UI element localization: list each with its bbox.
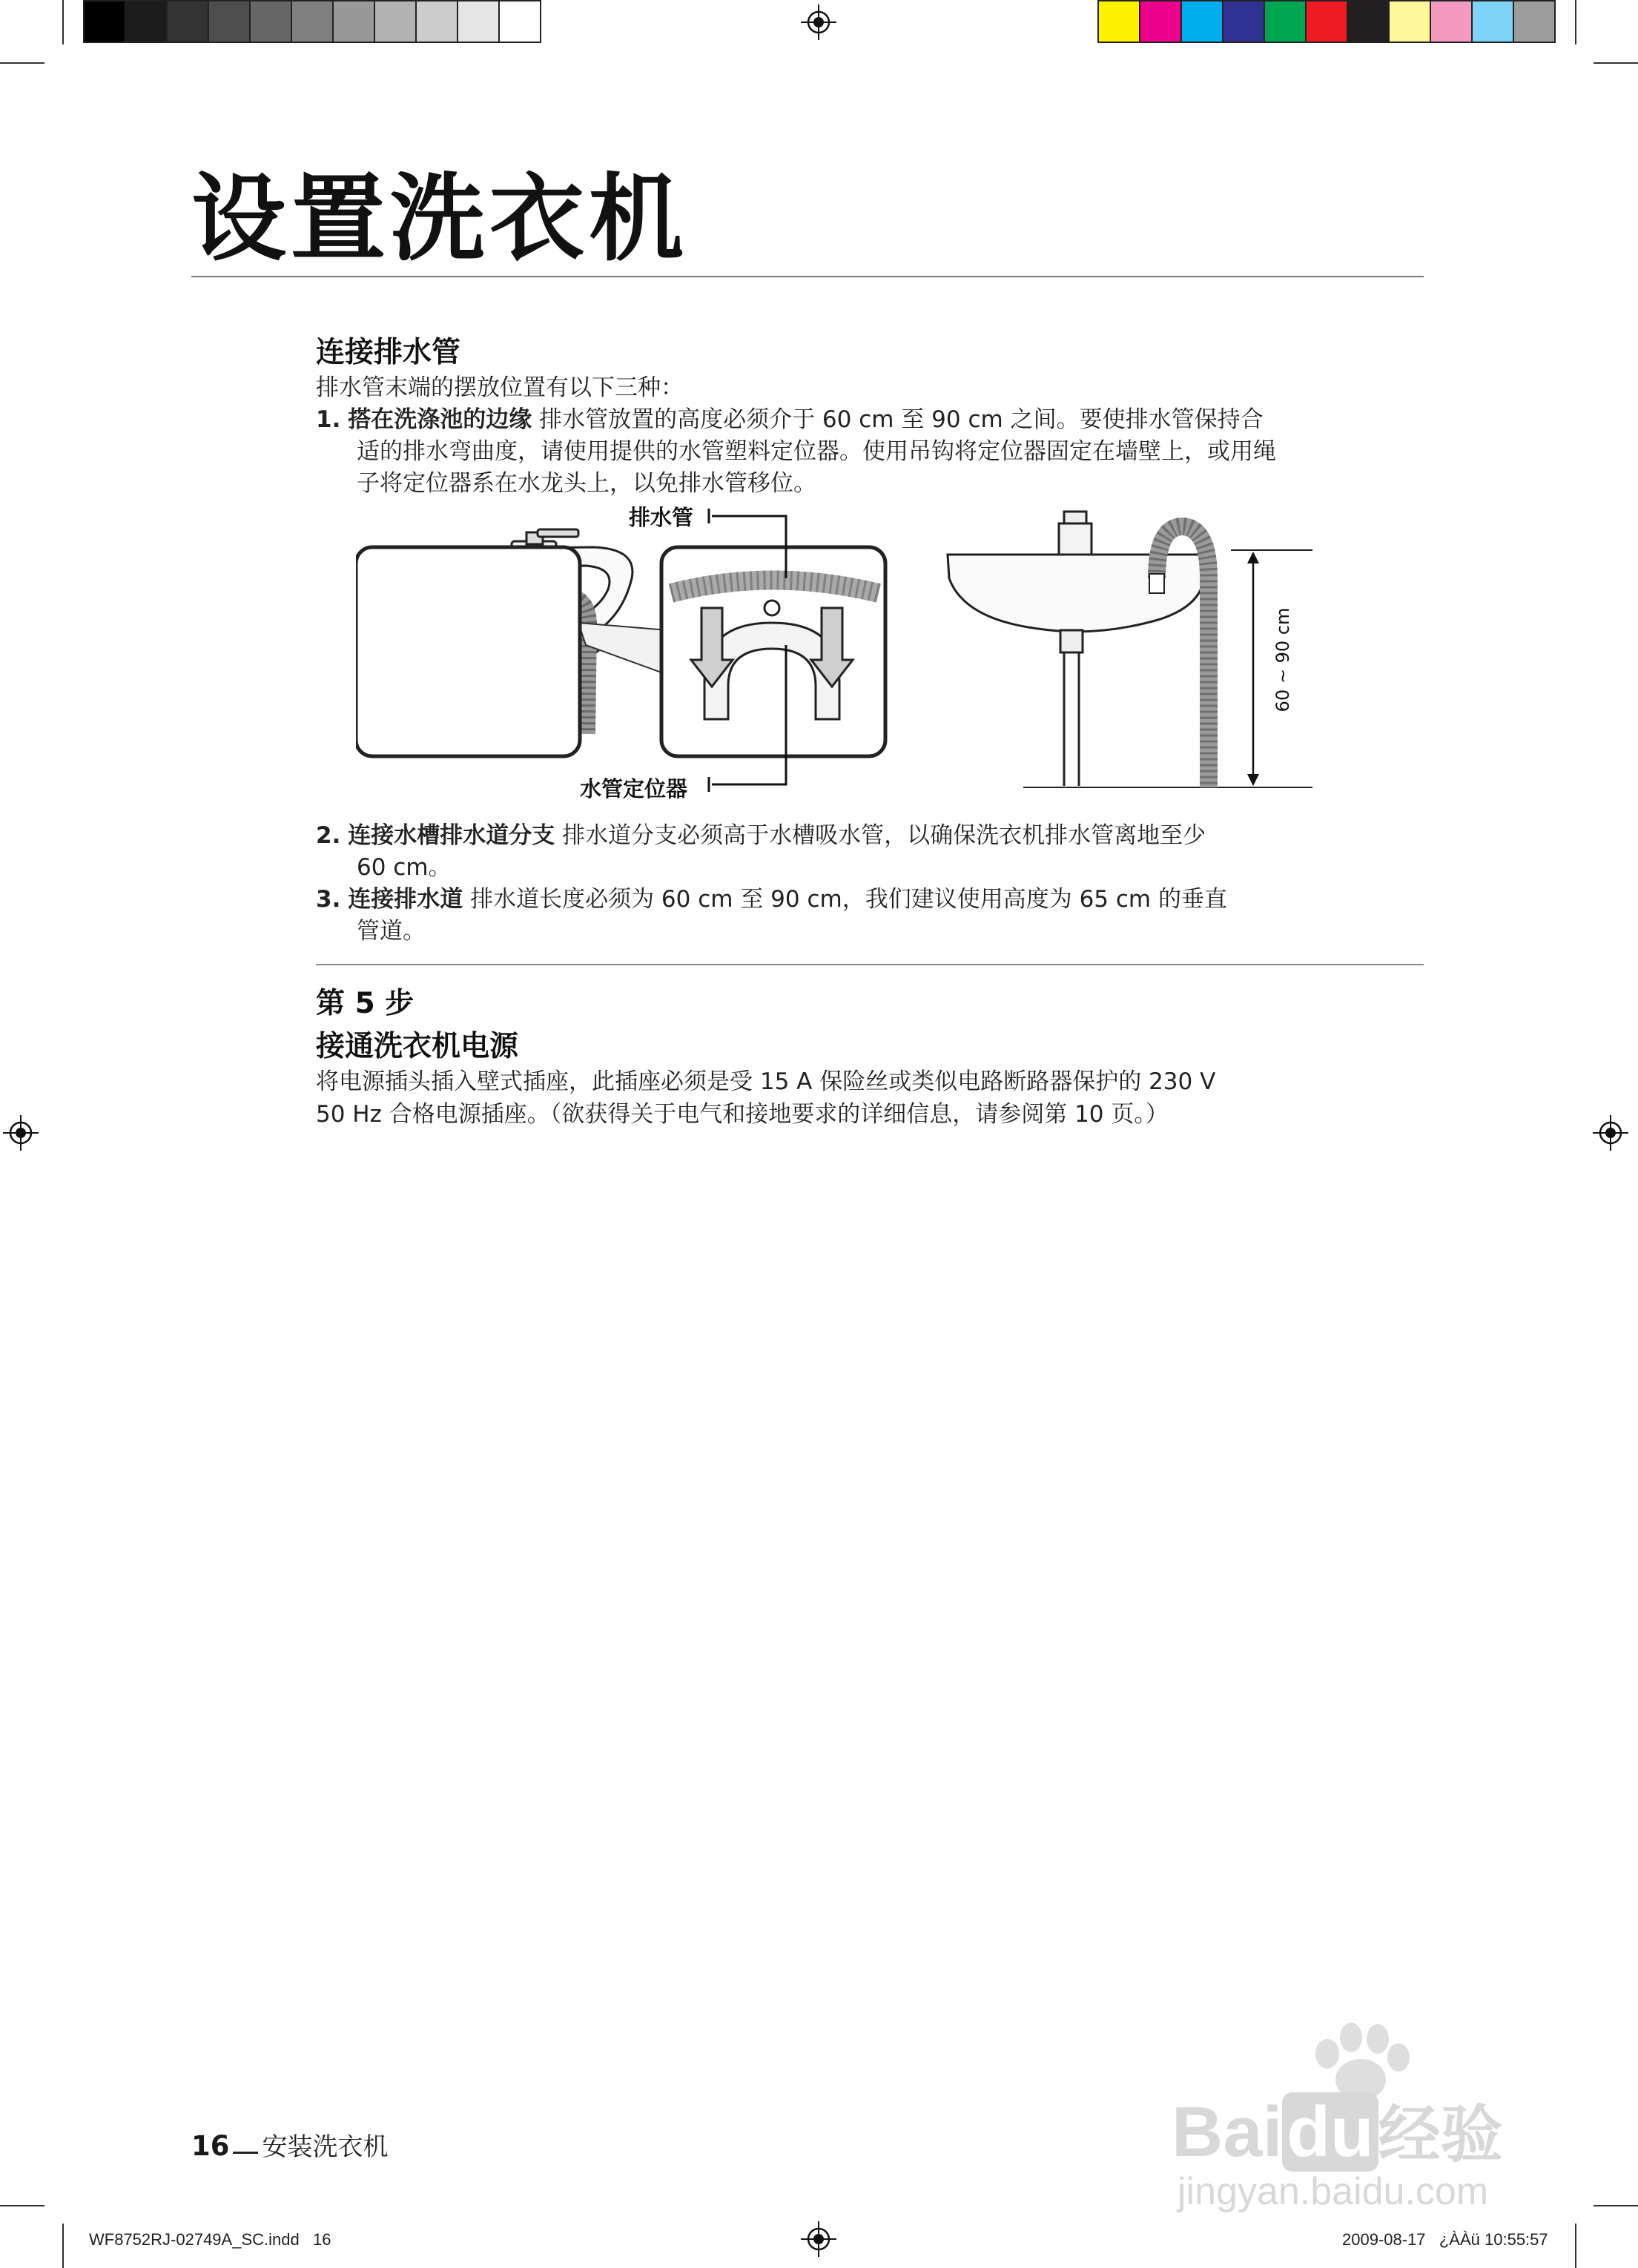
watermark-brand: Bai xyxy=(1172,2092,1283,2172)
section-heading-drain-hose: 连接排水管 xyxy=(316,336,461,369)
footer-underline xyxy=(233,2152,258,2154)
crop-mark xyxy=(1575,2224,1576,2268)
registration-mark-icon xyxy=(1,0,37,36)
gray-swatch xyxy=(374,0,417,43)
list-item-3-continuation: 管道。 xyxy=(357,918,426,945)
list-item-title: 搭在洗涤池的边缘 xyxy=(348,406,532,433)
color-swatch xyxy=(1388,0,1431,43)
label-hose-guide: 水管定位器 xyxy=(580,776,688,801)
title-divider xyxy=(191,276,1424,277)
power-text-line: 将电源插头插入壁式插座，此插座必须是受 15 A 保险丝或类似电路断路器保护的 230 V xyxy=(316,1068,1216,1095)
color-swatch xyxy=(1347,0,1390,43)
color-swatch xyxy=(1222,0,1265,43)
crop-mark xyxy=(0,2205,44,2206)
page-number: 16 xyxy=(191,2130,230,2162)
gray-swatch xyxy=(125,0,168,43)
registration-mark-icon xyxy=(1593,1115,1628,1151)
section-divider xyxy=(316,964,1424,965)
list-item-title: 连接排水道 xyxy=(348,886,463,913)
section-heading-power: 接通洗衣机电源 xyxy=(316,1030,519,1063)
gray-swatch xyxy=(498,0,541,43)
list-item-1-continuation: 适的排水弯曲度，请使用提供的水管塑料定位器。使用吊钩将定位器固定在墙壁上，或用绳 xyxy=(357,438,1276,465)
file-name: WF8752RJ-02749A_SC.indd 16 xyxy=(89,2230,331,2249)
gray-swatch xyxy=(83,0,126,43)
list-item-text: 排水道长度必须为 60 cm 至 90 cm，我们建议使用高度为 65 cm 的垂直 xyxy=(463,886,1227,913)
crop-mark xyxy=(1594,2205,1638,2206)
color-swatch xyxy=(1139,0,1182,43)
watermark-url: jingyan.baidu.com xyxy=(1178,2170,1489,2213)
color-swatch xyxy=(1097,0,1140,43)
watermark-brand-badge: du xyxy=(1282,2092,1378,2172)
color-swatch xyxy=(1430,0,1473,43)
intro-text: 排水管末端的摆放位置有以下三种： xyxy=(316,374,684,401)
gray-swatch xyxy=(166,0,209,43)
gray-swatch xyxy=(457,0,500,43)
power-text-line: 50 Hz 合格电源插座。（欲获得关于电气和接地要求的详细信息，请参阅第 10 页。） xyxy=(316,1101,1169,1128)
list-item-1-continuation: 子将定位器系在水龙头上，以免排水管移位。 xyxy=(357,470,816,497)
crop-mark xyxy=(0,62,44,64)
list-item-1 xyxy=(316,403,1264,437)
gray-swatch xyxy=(208,0,251,43)
step-number: 第 5 步 xyxy=(316,987,415,1020)
list-item-2-continuation: 60 cm。 xyxy=(357,854,452,881)
registration-mark-icon xyxy=(801,4,836,40)
label-drain-hose: 排水管 xyxy=(629,505,694,530)
crop-mark xyxy=(1575,0,1576,44)
color-swatch xyxy=(1513,0,1556,43)
list-item-text: 排水管放置的高度必须介于 60 cm 至 90 cm 之间。要使排水管保持合 xyxy=(532,406,1264,433)
list-number: 2. xyxy=(316,822,341,849)
gray-swatch xyxy=(332,0,375,43)
list-item-title: 连接水槽排水道分支 xyxy=(348,822,555,849)
color-swatch xyxy=(1264,0,1307,43)
color-swatch xyxy=(1471,0,1514,43)
color-swatch xyxy=(1180,0,1223,43)
registration-mark-icon xyxy=(3,1115,39,1151)
page-footer xyxy=(191,2126,389,2163)
watermark-cn: 经验 xyxy=(1378,2100,1503,2169)
crop-mark xyxy=(1594,62,1638,64)
list-number: 1. xyxy=(316,406,341,433)
list-item-3 xyxy=(316,882,1227,916)
crop-mark xyxy=(62,2224,64,2268)
crop-mark xyxy=(62,0,64,44)
color-swatch xyxy=(1305,0,1348,43)
gray-swatch xyxy=(291,0,334,43)
gray-swatch xyxy=(249,0,292,43)
page-title: 设置洗衣机 xyxy=(191,164,689,274)
gray-swatch xyxy=(415,0,458,43)
list-item-2 xyxy=(316,819,1206,853)
list-item-text: 排水道分支必须高于水槽吸水管，以确保洗衣机排水管离地至少 xyxy=(555,822,1206,849)
list-number: 3. xyxy=(316,886,341,913)
registration-mark-icon xyxy=(801,2221,836,2257)
page-section-label: 安装洗衣机 xyxy=(262,2132,389,2162)
dimension-label: 60 ~ 90 cm xyxy=(1272,607,1293,713)
drain-hose-illustration xyxy=(356,497,1342,808)
print-timestamp: 2009-08-17 ¿ÀÀü 10:55:57 xyxy=(1342,2230,1548,2249)
